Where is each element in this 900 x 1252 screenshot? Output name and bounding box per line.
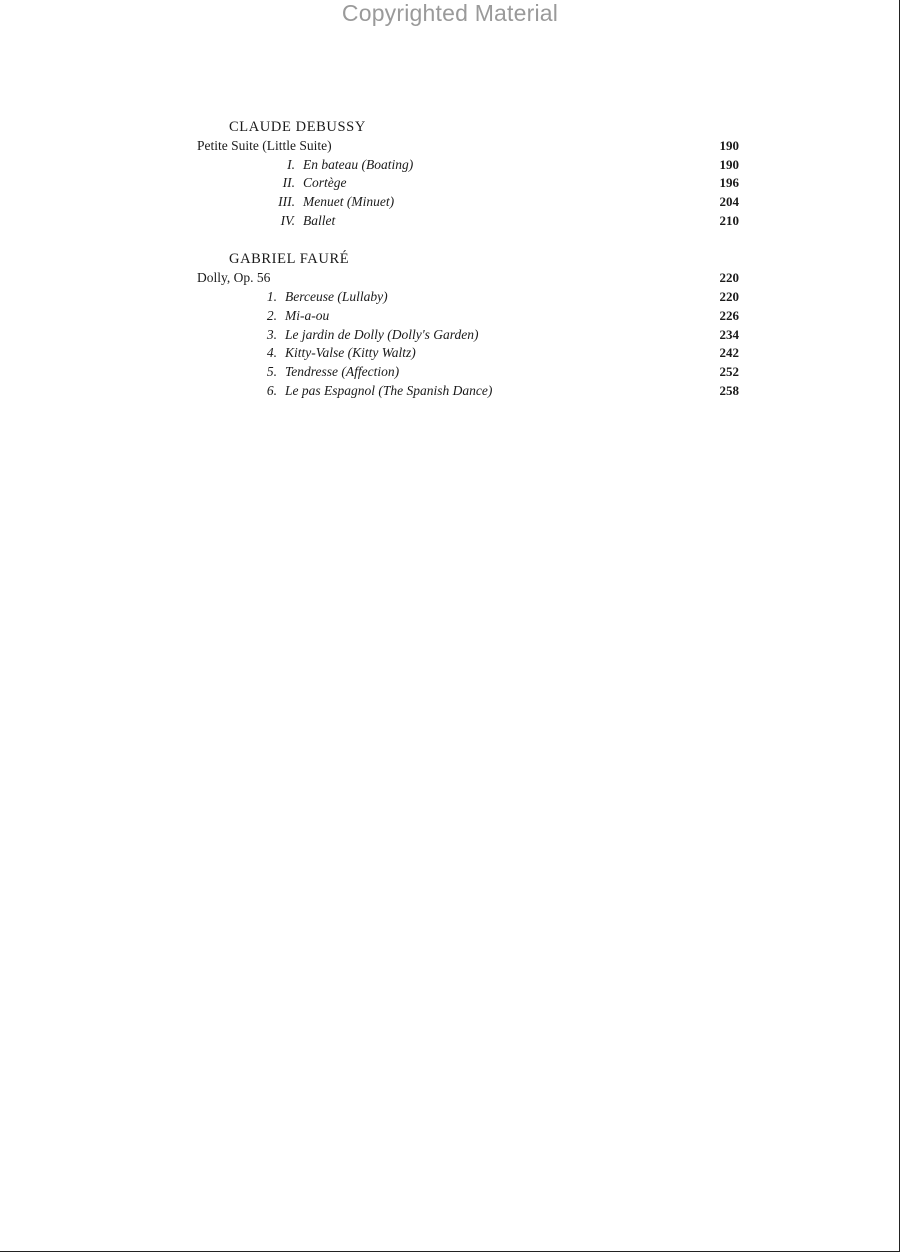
movement-number: 6. bbox=[266, 382, 277, 398]
page-number: 242 bbox=[719, 345, 739, 361]
composer-heading: GABRIEL FAURÉ bbox=[229, 251, 350, 268]
page-number: 234 bbox=[719, 326, 739, 342]
work-title: Dolly, Op. 56 bbox=[197, 270, 271, 286]
composer-heading: CLAUDE DEBUSSY bbox=[229, 119, 366, 135]
toc-section-faure bbox=[197, 250, 739, 400]
movement-title: Le pas Espagnol (The Spanish Dance) bbox=[285, 382, 493, 398]
movement-title: Mi-a-ou bbox=[285, 307, 330, 323]
movement-title: Ballet bbox=[303, 212, 336, 228]
movement-number: III. bbox=[278, 194, 295, 210]
movement-label bbox=[197, 156, 413, 175]
copyright-watermark: Copyrighted Material bbox=[341, 0, 559, 26]
movement-label bbox=[197, 174, 347, 193]
page-number: 220 bbox=[719, 270, 739, 286]
section-spacer bbox=[197, 230, 739, 250]
page-number: 190 bbox=[719, 156, 739, 172]
toc-entry-movement[interactable] bbox=[197, 307, 739, 326]
movement-title: Kitty-Valse (Kitty Waltz) bbox=[285, 345, 416, 361]
toc-entry-movement[interactable] bbox=[197, 344, 739, 363]
page-number: 210 bbox=[719, 212, 739, 228]
movement-label bbox=[197, 344, 416, 363]
toc-entry-movement[interactable] bbox=[197, 212, 739, 231]
movement-title: Le jardin de Dolly (Dolly's Garden) bbox=[285, 326, 479, 342]
page-number: 204 bbox=[719, 194, 739, 210]
movement-number: 4. bbox=[266, 345, 277, 361]
movement-number: 3. bbox=[266, 326, 277, 342]
movement-label bbox=[197, 307, 329, 326]
movement-number: 2. bbox=[266, 307, 277, 323]
page-number: 220 bbox=[719, 289, 739, 305]
table-of-contents bbox=[197, 118, 739, 400]
movement-label bbox=[197, 382, 492, 401]
page-number: 226 bbox=[719, 307, 739, 323]
toc-entry-movement[interactable] bbox=[197, 174, 739, 193]
page-number: 252 bbox=[719, 363, 739, 379]
movement-title: Tendresse (Affection) bbox=[285, 363, 400, 379]
movement-title: Cortège bbox=[303, 175, 347, 191]
movement-number: IV. bbox=[280, 212, 295, 228]
movement-number: II. bbox=[282, 175, 295, 191]
toc-entry-movement[interactable] bbox=[197, 193, 739, 212]
movement-title: Menuet (Minuet) bbox=[303, 194, 395, 210]
movement-label bbox=[197, 363, 399, 382]
work-title: Petite Suite (Little Suite) bbox=[197, 138, 332, 153]
toc-entry-work[interactable] bbox=[197, 137, 739, 156]
toc-entry-movement[interactable] bbox=[197, 156, 739, 175]
movement-title: En bateau (Boating) bbox=[303, 156, 414, 172]
page-number: 258 bbox=[719, 382, 739, 398]
page-number: 190 bbox=[719, 138, 739, 153]
toc-entry-movement[interactable] bbox=[197, 288, 739, 307]
movement-label bbox=[197, 212, 335, 231]
toc-entry-movement[interactable] bbox=[197, 382, 739, 401]
movement-title: Berceuse (Lullaby) bbox=[285, 289, 388, 305]
page-number: 196 bbox=[719, 175, 739, 191]
movement-label bbox=[197, 288, 388, 307]
movement-number: 1. bbox=[266, 289, 277, 305]
movement-label bbox=[197, 193, 394, 212]
movement-number: I. bbox=[287, 156, 295, 172]
toc-entry-movement[interactable] bbox=[197, 326, 739, 345]
toc-entry-work[interactable] bbox=[197, 269, 739, 288]
toc-entry-movement[interactable] bbox=[197, 363, 739, 382]
movement-label bbox=[197, 326, 478, 345]
movement-number: 5. bbox=[266, 363, 277, 379]
toc-section-debussy bbox=[197, 118, 739, 230]
